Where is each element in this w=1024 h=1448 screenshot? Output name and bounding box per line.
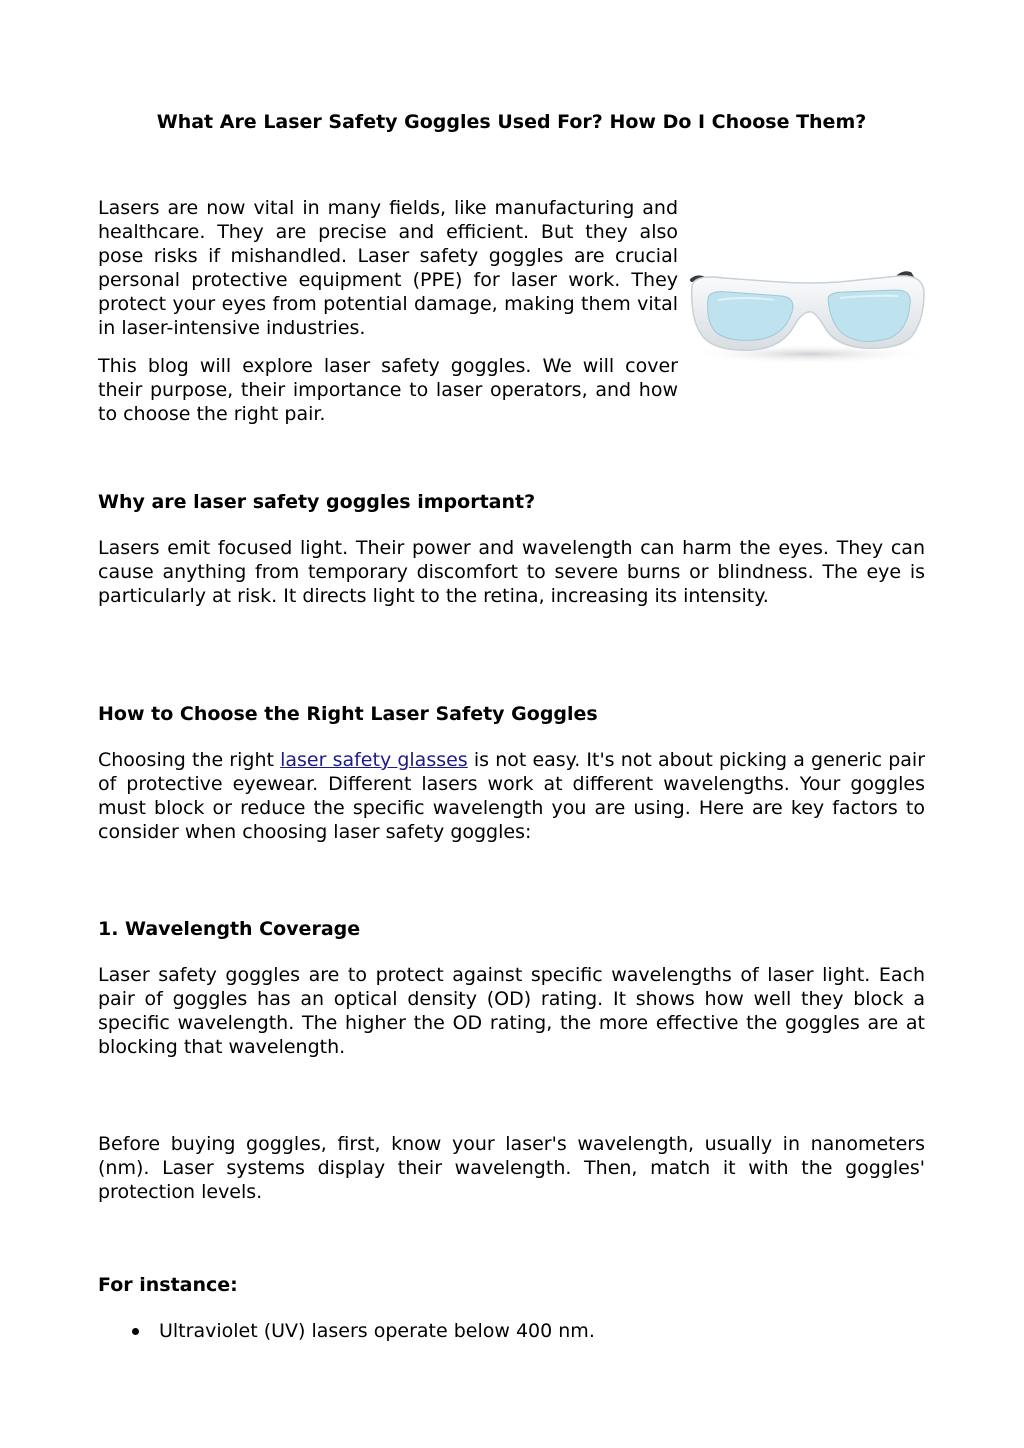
wavelength-paragraph-2-block: [98, 1132, 925, 1204]
instance-heading: For instance:: [98, 1274, 238, 1296]
intro-paragraph-1: Lasers are now vital in many fields, like manufacturing and healthcare. They are precise and efficient. But they also pose risks if mishandled. Laser safety goggles are crucial personal protective equipment (PPE) for laser work. They protect your eyes from potential damage, making them vital in laser-intensive industries.: [98, 197, 678, 339]
list-item: [98, 1319, 925, 1343]
wavelength-heading: 1. Wavelength Coverage: [98, 918, 361, 940]
wavelength-paragraph-2: Before buying goggles, first, know your laser's wavelength, usually in nanometers (nm). Laser systems display their wavelength. Then, match it with the goggles' protection levels.: [98, 1133, 925, 1203]
instance-section: [98, 1273, 925, 1343]
wavelength-paragraph-1: Laser safety goggles are to protect against specific wavelengths of laser light. Each pair of goggles has an optical density (OD) rating. It shows how well they block a specific wavelength. The higher the OD rating, the more effective the goggles are at blocking that wavelength.: [98, 964, 925, 1058]
choose-text-before: Choosing the right: [98, 749, 281, 771]
document-title: What Are Laser Safety Goggles Used For? How Do I Choose Them?: [156, 111, 867, 133]
bullet-icon: [132, 1328, 139, 1335]
list-item-text: Ultraviolet (UV) lasers operate below 400 nm.: [159, 1320, 595, 1342]
laser-safety-glasses-link[interactable]: laser safety glasses: [280, 749, 468, 771]
instance-list: [98, 1319, 925, 1343]
why-section: [98, 490, 925, 608]
choose-heading: How to Choose the Right Laser Safety Goggles: [98, 703, 598, 725]
choose-paragraph: [98, 748, 925, 844]
intro-section: [98, 196, 678, 426]
why-paragraph: Lasers emit focused light. Their power and wavelength can harm the eyes. They can cause anything from temporary discomfort to severe burns or blindness. The eye is particularly at risk. It directs light to the retina, increasing its intensity.: [98, 537, 925, 607]
laser-safety-goggles-image: [684, 250, 934, 370]
why-heading: Why are laser safety goggles important?: [98, 491, 536, 513]
choose-text-after: is not easy. It's not about picking a generic pair of protective eyewear. Different lasers work at different wavelengths. Your goggles must block or reduce the specific wavelength you are using. Here are key factors to consider when choosing laser safety goggles:: [98, 749, 926, 843]
choose-section: [98, 702, 925, 844]
intro-paragraph-2: This blog will explore laser safety goggles. We will cover their purpose, their importance to laser operators, and how to choose the right pair.: [98, 355, 678, 425]
wavelength-section: [98, 917, 925, 1059]
